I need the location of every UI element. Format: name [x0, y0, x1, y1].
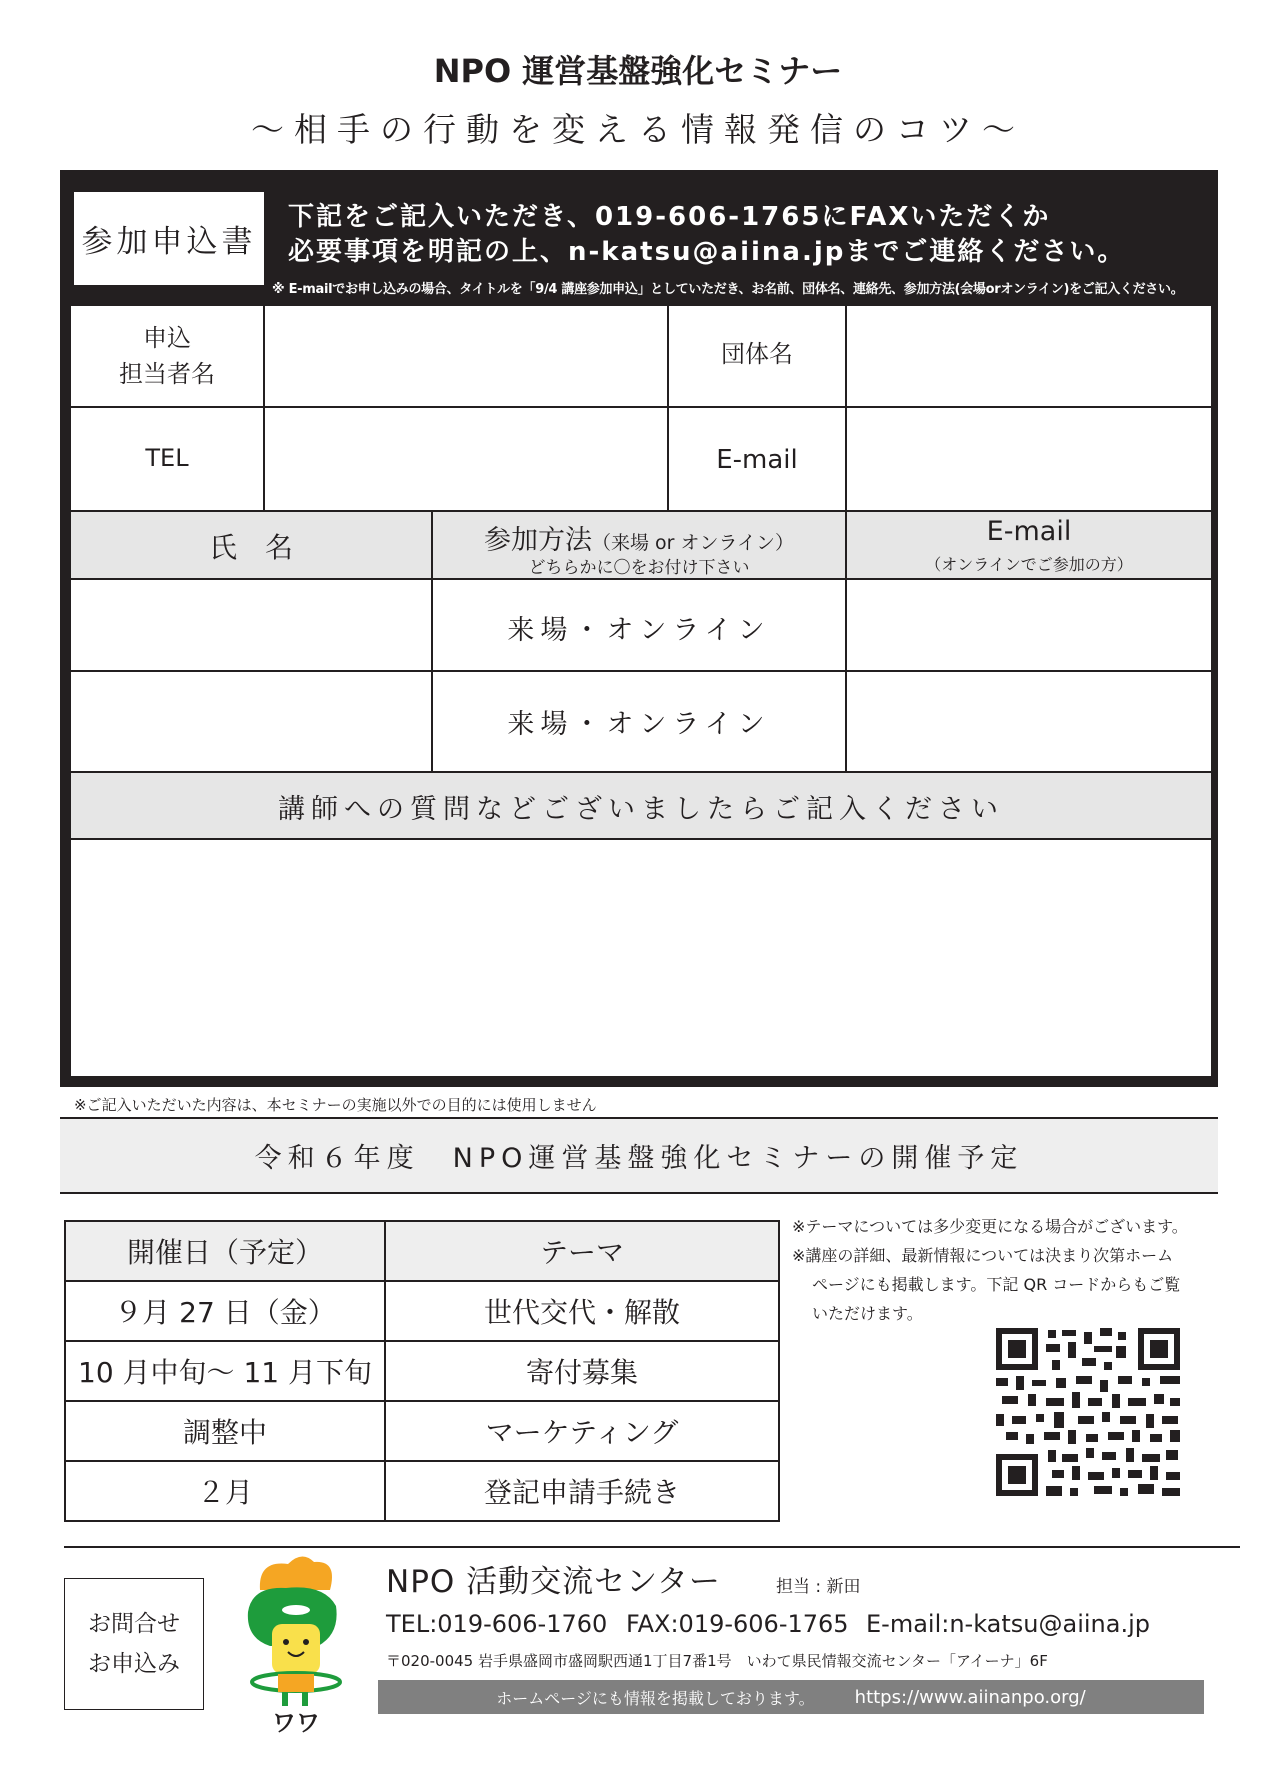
- contact-email[interactable]: E-mail:n-katsu@aiina.jp: [866, 1610, 1151, 1638]
- applicant-label: 申込 担当者名: [119, 324, 215, 388]
- schedule-title: 令和６年度 NPO運営基盤強化セミナーの開催予定: [60, 1117, 1218, 1194]
- participant-name-field[interactable]: [71, 580, 431, 670]
- tel-field[interactable]: [265, 408, 667, 510]
- contact-tel: TEL:019-606-1760: [386, 1610, 608, 1638]
- homepage-note: ホームページにも情報を掲載しております。: [496, 1688, 815, 1708]
- page-subtitle: 〜相手の行動を変える情報発信のコツ〜: [251, 110, 1025, 149]
- schedule-date: 10 月中旬〜 11 月下旬: [65, 1341, 385, 1401]
- schedule-note-line: ページにも掲載します。下記 QR コードからもご覧: [812, 1275, 1181, 1294]
- org-name-field[interactable]: [847, 308, 1211, 406]
- org-label: 団体名: [721, 340, 793, 368]
- participation-method-option[interactable]: 来場・オンライン: [507, 615, 771, 646]
- applicant-name-field[interactable]: [265, 308, 667, 406]
- schedule-col-theme: テーマ: [385, 1221, 779, 1281]
- schedule-date: 調整中: [65, 1401, 385, 1461]
- schedule-theme: 寄付募集: [385, 1341, 779, 1401]
- participant-email-field[interactable]: [847, 580, 1211, 670]
- schedule-note-line: ※テーマについては多少変更になる場合がございます。: [792, 1217, 1188, 1236]
- participation-method-option[interactable]: 来場・オンライン: [507, 709, 771, 740]
- schedule-note-line: いただけます。: [812, 1304, 923, 1323]
- email-field[interactable]: [847, 408, 1211, 510]
- page-title: NPO 運営基盤強化セミナー: [433, 52, 843, 90]
- form-hline: [71, 510, 1211, 512]
- questions-textarea[interactable]: [71, 840, 1211, 1076]
- form-email-note: ※ E-mailでお申し込みの場合、タイトルを「9/4 講座参加申込」としていただき、お名前、団体名、連絡先、参加方法(会場orオンライン)をご記入ください。: [272, 282, 1184, 297]
- mascot-name: ワワ: [272, 1709, 320, 1737]
- schedule-theme: 世代交代・解散: [385, 1281, 779, 1341]
- col-method-header: 参加方法（来場 or オンライン）: [484, 525, 794, 556]
- schedule-table: [64, 1220, 780, 1522]
- contact-box: お問合せ お申込み: [64, 1578, 204, 1710]
- col-method-subnote: どちらかに〇をお付け下さい: [528, 558, 750, 578]
- schedule-notes: [792, 1212, 1222, 1328]
- col-email-header: E-mail: [986, 516, 1072, 547]
- schedule-header-row: [65, 1221, 779, 1281]
- schedule-col-date: 開催日（予定）: [65, 1221, 385, 1281]
- email-label: E-mail: [716, 445, 798, 475]
- footer-divider: [64, 1546, 1240, 1548]
- col-email-subnote: （オンラインでご参加の方）: [925, 555, 1133, 574]
- table-row: [65, 1281, 779, 1341]
- schedule-date: ２月: [65, 1461, 385, 1521]
- questions-label: 講師への質問などございましたらご記入ください: [278, 794, 1004, 825]
- qr-code-icon[interactable]: [996, 1328, 1180, 1496]
- contact-person: 担当 : 新田: [776, 1577, 861, 1597]
- participant-email-field[interactable]: [847, 672, 1211, 771]
- form-instruction-line2: 必要事項を明記の上、n-katsu@aiina.jpまでご連絡ください。: [288, 237, 1126, 267]
- table-row: [65, 1461, 779, 1521]
- table-row: [65, 1341, 779, 1401]
- homepage-bar: [378, 1680, 1204, 1714]
- participant-name-field[interactable]: [71, 672, 431, 771]
- application-form-badge: 参加申込書: [74, 192, 264, 285]
- table-row: [65, 1401, 779, 1461]
- form-hline: [71, 771, 1211, 773]
- schedule-note-line: ※講座の詳細、最新情報については決まり次第ホーム: [792, 1246, 1174, 1265]
- form-instruction-line1: 下記をご記入いただき、019-606-1765にFAXいただくか: [288, 202, 1051, 232]
- schedule-theme: マーケティング: [385, 1401, 779, 1461]
- col-name-header: 氏 名: [208, 531, 293, 564]
- tel-label: TEL: [145, 444, 189, 472]
- contact-org-name: NPO 活動交流センター: [386, 1564, 721, 1600]
- contact-address: 〒020-0045 岩手県盛岡市盛岡駅西通1丁目7番1号 いわて県民情報交流センター「アイーナ」6F: [386, 1652, 1048, 1670]
- schedule-theme: 登記申請手続き: [385, 1461, 779, 1521]
- schedule-date: ９月 27 日（金）: [65, 1281, 385, 1341]
- homepage-url-link[interactable]: https://www.aiinanpo.org/: [854, 1686, 1086, 1708]
- privacy-note: ※ご記入いただいた内容は、本セミナーの実施以外での目的には使用しません: [74, 1096, 597, 1114]
- contact-fax: FAX:019-606-1765: [626, 1610, 849, 1638]
